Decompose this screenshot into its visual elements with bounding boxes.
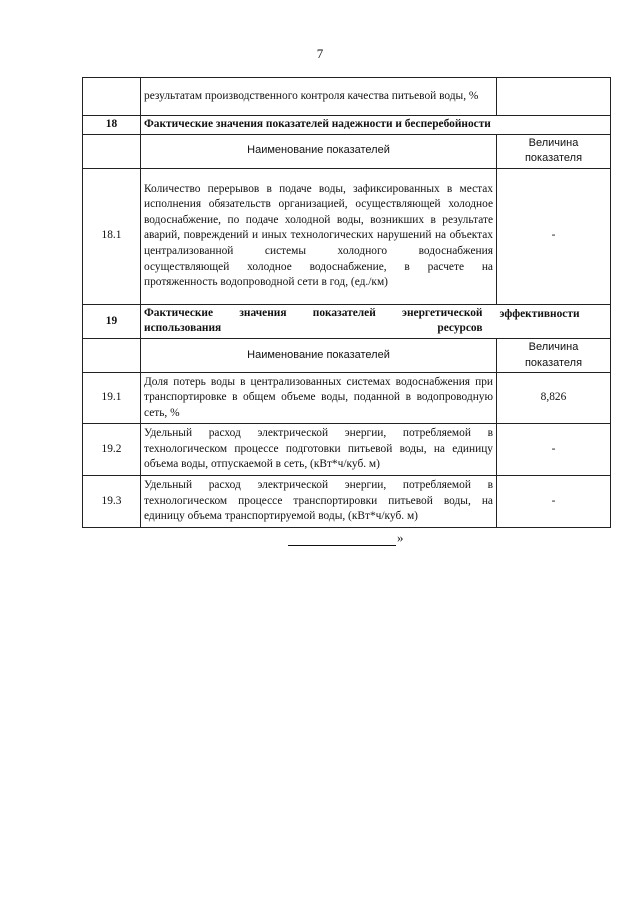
header-name: Наименование показателей	[141, 134, 497, 168]
section-row	[83, 304, 611, 338]
page-number: 7	[316, 46, 324, 61]
section-row	[83, 116, 611, 135]
row-number: 19.2	[83, 424, 141, 476]
document-end-mark	[288, 530, 404, 546]
row-value: 8,826	[497, 373, 611, 424]
section-title: Фактические значения показателей энергетической использования ресурсов	[141, 304, 497, 338]
table-row	[83, 424, 611, 476]
section-title-continuation: эффективности	[497, 304, 611, 338]
column-header-row	[83, 338, 611, 372]
row-number-cell	[83, 78, 141, 116]
section-number: 19	[83, 304, 141, 338]
header-number-cell	[83, 134, 141, 168]
row-number: 19.3	[83, 476, 141, 528]
table-row	[83, 373, 611, 424]
row-value: -	[497, 476, 611, 528]
table-row	[83, 168, 611, 304]
header-value: Величина показателя	[497, 134, 611, 168]
row-text: Удельный расход электрической энергии, потребляемой в технологическом процессе транспортировки питьевой воды, на единицу объема транспортируемой воды, (кВт*ч/куб. м)	[141, 476, 497, 528]
row-number: 18.1	[83, 168, 141, 304]
row-text: результатам производственного контроля качества питьевой воды, %	[141, 78, 497, 116]
row-value: -	[497, 168, 611, 304]
header-value: Величина показателя	[497, 338, 611, 372]
end-line	[288, 535, 396, 546]
row-value-cell	[497, 78, 611, 116]
table-row	[83, 476, 611, 528]
row-text: Доля потерь воды в централизованных системах водоснабжения при транспортировке в общем объеме воды, поданной в водопроводную сеть, %	[141, 373, 497, 424]
header-number-cell	[83, 338, 141, 372]
indicators-table	[82, 77, 611, 528]
table-row	[83, 78, 611, 116]
end-quote: »	[397, 530, 404, 545]
row-text: Удельный расход электрической энергии, потребляемой в технологическом процессе подготовки питьевой воды, на единицу объема воды, отпускаемой в сеть, (кВт*ч/куб. м)	[141, 424, 497, 476]
column-header-row	[83, 134, 611, 168]
section-title: Фактические значения показателей надежности и бесперебойности	[141, 116, 611, 135]
header-name: Наименование показателей	[141, 338, 497, 372]
row-number: 19.1	[83, 373, 141, 424]
section-number: 18	[83, 116, 141, 135]
row-value: -	[497, 424, 611, 476]
row-text: Количество перерывов в подаче воды, зафиксированных в местах исполнения обязательств организацией, осуществляющей холодное водоснабжение, по подаче холодной воды, возникших в результате аварий, повреждений и иных технологических нарушений на объектах централизованной системы холодного водоснабжения осуществляющей холодное водоснабжение, в расчете на протяженность водопроводной сети в год, (ед./км)	[141, 168, 497, 304]
